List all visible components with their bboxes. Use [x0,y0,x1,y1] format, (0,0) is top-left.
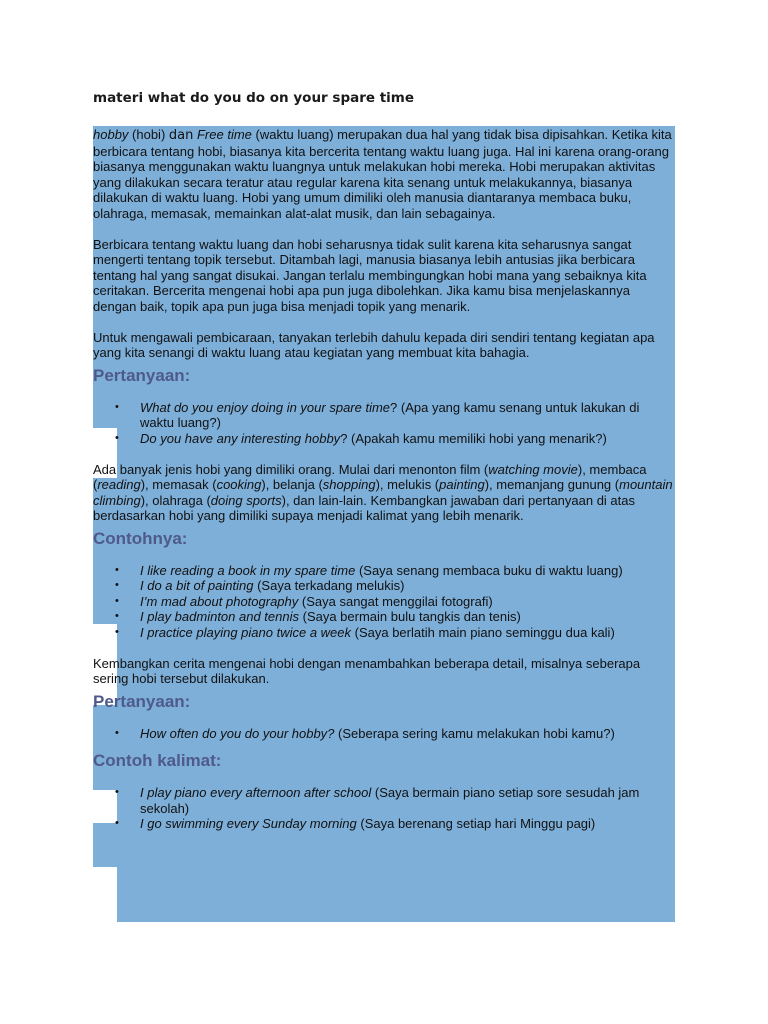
document-body [93,127,675,832]
list-item-translation: (Saya berenang setiap hari Minggu pagi) [356,816,596,831]
list-item-translation: (Saya terkadang melukis) [253,578,405,593]
list-item-english: I practice playing piano twice a week [140,624,352,640]
list-item-english: I play badminton and tennis [140,609,299,624]
list-item-english: I play piano every afternoon after school [140,785,372,800]
text-span: watching movie [488,461,578,477]
list-item-translation: (Saya berlatih main piano seminggu dua kali) [351,624,615,640]
list-item-english: How often do you do your hobby? [140,725,335,741]
list-item-translation: (Saya sangat menggilai fotografi) [298,593,493,609]
list-item [93,726,675,742]
text-span: shopping [322,477,376,492]
text-span: mountain climbing [93,477,673,508]
text-span: cooking [216,477,262,492]
text-span: dan [168,128,194,143]
list-item-english: I go swimming every Sunday morning [140,816,357,831]
list-item-translation: (Saya senang membaca buku di waktu luang) [355,562,623,578]
list-item [93,609,675,625]
list-item-translation: (Seberapa sering kamu melakukan hobi kamu?) [334,725,615,741]
text-span: (waktu luang) merupakan dua hal yang tidak bisa dipisahkan. Ketika kita berbicara tentang hobi, biasanya kita bercerita tentang waktu luang juga. Hal ini karena orang-orang biasanya menggunakan waktu luangnya untuk melakukan hobi mereka. Hobi merupakan aktivitas yang dilakukan secara teratur atau regular karena kita senang untuk melakukannya, biasanya dilakukan di waktu luang. Hobi yang umum dimiliki oleh manusia diantaranya membaca buku, olahraga, memasak, memainkan alat-alat musik, dan lain sebagainya. [93,127,672,221]
heading-pertanyaan-1: Pertanyaan: [93,365,191,385]
list-item-translation: (Saya bermain bulu tangkis dan tenis) [299,609,521,624]
page-title: materi what do you do on your spare time [93,90,415,106]
paragraph-intro [93,127,675,221]
list-item [93,563,675,579]
list-item-english: I do a bit of painting [140,578,254,593]
list-item-english: Do you have any interesting hobby [140,430,341,446]
text-span: Ada banyak jenis hobi yang dimiliki orang. Mulai dari menonton film ( [93,461,489,477]
list-item-english: I’m mad about photography [140,593,299,609]
text-span: ), memanjang gunung ( [484,477,620,492]
list-item [93,816,675,832]
heading-contoh-kalimat: Contoh kalimat: [93,751,222,770]
list-item [93,431,675,447]
question-list-2 [93,726,675,742]
list-item [93,400,675,431]
paragraph-3: Untuk mengawali pembicaraan, tanyakan terlebih dahulu kepada diri sendiri tentang kegiatan apa yang kita senangi di waktu luang atau kegiatan yang membuat kita bahagia. [93,329,655,360]
list-item-translation: (Saya bermain piano setiap sore sesudah jam sekolah) [140,785,640,816]
text-span: reading [97,477,141,492]
sentence-example-list [93,785,675,832]
list-item [93,785,675,816]
list-item-english: What do you enjoy doing in your spare time [140,399,391,415]
heading-contohnya: Contohnya: [93,528,188,548]
highlight-block [117,867,675,922]
text-span: (hobi) [128,127,169,142]
paragraph-5: Kembangkan cerita mengenai hobi dengan menambahkan beberapa detail, misalnya seberapa sering hobi tersebut dilakukan. [93,655,641,686]
text-span: ), olahraga ( [140,492,211,508]
text-span: painting [439,477,485,492]
text-span: ), dan lain-lain. Kembangkan jawaban dari pertanyaan di atas berdasarkan hobi yang dimiliki supaya menjadi kalimat yang lebih menarik. [93,492,636,523]
text-span: ), melukis ( [375,477,440,492]
list-item [93,625,675,641]
text-span: ), memasak ( [140,477,217,492]
list-item-english: I like reading a book in my spare time [140,562,356,578]
list-item-translation: ? (Apakah kamu memiliki hobi yang menarik?) [340,430,607,446]
heading-pertanyaan-2: Pertanyaan: [93,691,191,711]
example-list [93,563,675,641]
list-item [93,594,675,610]
term-hobby: hobby [93,127,129,142]
term-free-time: Free time [196,127,252,142]
text-span: doing sports [210,492,282,508]
text-span: ), belanja ( [261,477,323,492]
text-span: ), membaca ( [93,461,647,492]
list-item [93,578,675,594]
paragraph-2: Berbicara tentang waktu luang dan hobi seharusnya tidak sulit karena kita seharusnya sangat mengerti tentang topik tersebut. Ditambah lagi, manusia biasanya lebih antusias jika berbicara tentang hal yang sangat disukai. Jangan terlalu membingungkan hobi mana yang sebaiknya kita ceritakan. Bercerita mengenai hobi apa pun juga dibolehkan. Jika kamu bisa menjelaskannya dengan baik, topik apa pun juga bisa menjadi topik yang menarik. [93,236,647,314]
list-item-translation: ? (Apa yang kamu senang untuk lakukan di waktu luang?) [140,399,640,430]
question-list-1 [93,400,675,447]
paragraph-4 [93,462,675,524]
